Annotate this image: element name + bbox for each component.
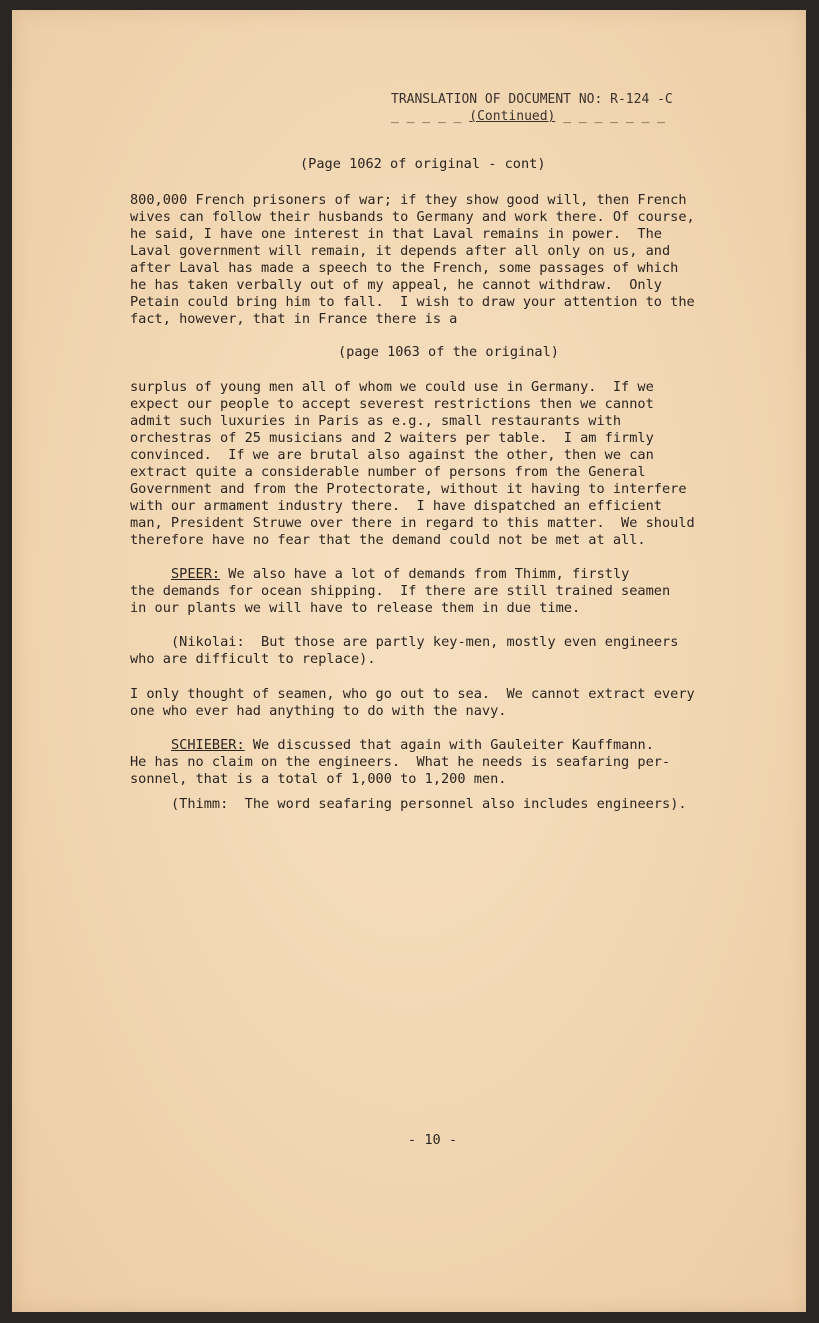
speech-text: We discussed that again with Gauleiter Kauffmann. [244,737,654,753]
document-title: TRANSLATION OF DOCUMENT NO: R-124 -C [391,92,673,107]
text-line: admit such luxuries in Paris as e.g., small restaurants with [130,413,622,429]
text-line: fact, however, that in France there is a [130,311,458,327]
continued-prefix: _ _ _ _ _ [391,109,462,124]
text-line: therefore have no fear that the demand could not be met at all. [130,532,646,548]
original-page-marker-1063: (page 1063 of the original) [338,344,559,360]
text-line: 800,000 French prisoners of war; if they show good will, then French [130,192,687,208]
text-line: surplus of young men all of whom we could use in Germany. If we [130,379,654,395]
text-line: after Laval has made a speech to the French, some passages of which [130,260,679,276]
text-line: orchestras of 25 musicians and 2 waiters per table. I am firmly [130,430,654,446]
text-line: Petain could bring him to fall. I wish to draw your attention to the [130,294,695,310]
document-page [12,10,806,1312]
text-line: Laval government will remain, it depends after all only on us, and [130,243,671,259]
paragraph-thimm: (Thimm: The word seafaring personnel also includes engineers). [171,796,687,812]
text-line: the demands for ocean shipping. If there are still trained seamen [130,583,671,599]
speaker-speer: SPEER: [171,566,221,582]
text-line: one who ever had anything to do with the navy. [130,703,507,719]
text-line: expect our people to accept severest restrictions then we cannot [130,396,654,412]
text-line: with our armament industry there. I have dispatched an efficient [130,498,662,514]
text-line [171,737,654,754]
text-line: extract quite a considerable number of persons from the General [130,464,646,480]
text-line: Government and from the Protectorate, without it having to interfere [130,481,687,497]
text-line: who are difficult to replace). [130,651,376,667]
text-line: convinced. If we are brutal also against the other, then we can [130,447,654,463]
text-line: wives can follow their husbands to Germany and work there. Of course, [130,209,695,225]
text-line: man, President Struwe over there in regard to this matter. We should [130,515,695,531]
text-line: in our plants we will have to release them in due time. [130,600,581,616]
continued-line [391,109,665,125]
text-line: He has no claim on the engineers. What he needs is seafaring per- [130,754,671,770]
text-line [171,566,629,583]
page-number: - 10 - [408,1132,458,1148]
continued-suffix: _ _ _ _ _ _ _ [563,109,665,124]
continued-label: (Continued) [469,109,556,124]
speech-text: We also have a lot of demands from Thimm, firstly [220,566,630,582]
text-line: he said, I have one interest in that Laval remains in power. The [130,226,662,242]
text-line: I only thought of seamen, who go out to sea. We cannot extract every [130,686,695,702]
original-page-marker-1062: (Page 1062 of original - cont) [300,156,546,172]
text-line: (Nikolai: But those are partly key-men, mostly even engineers [171,634,679,650]
text-line: sonnel, that is a total of 1,000 to 1,200 men. [130,771,507,787]
speaker-schieber: SCHIEBER: [171,737,245,753]
text-line: he has taken verbally out of my appeal, he cannot withdraw. Only [130,277,662,293]
